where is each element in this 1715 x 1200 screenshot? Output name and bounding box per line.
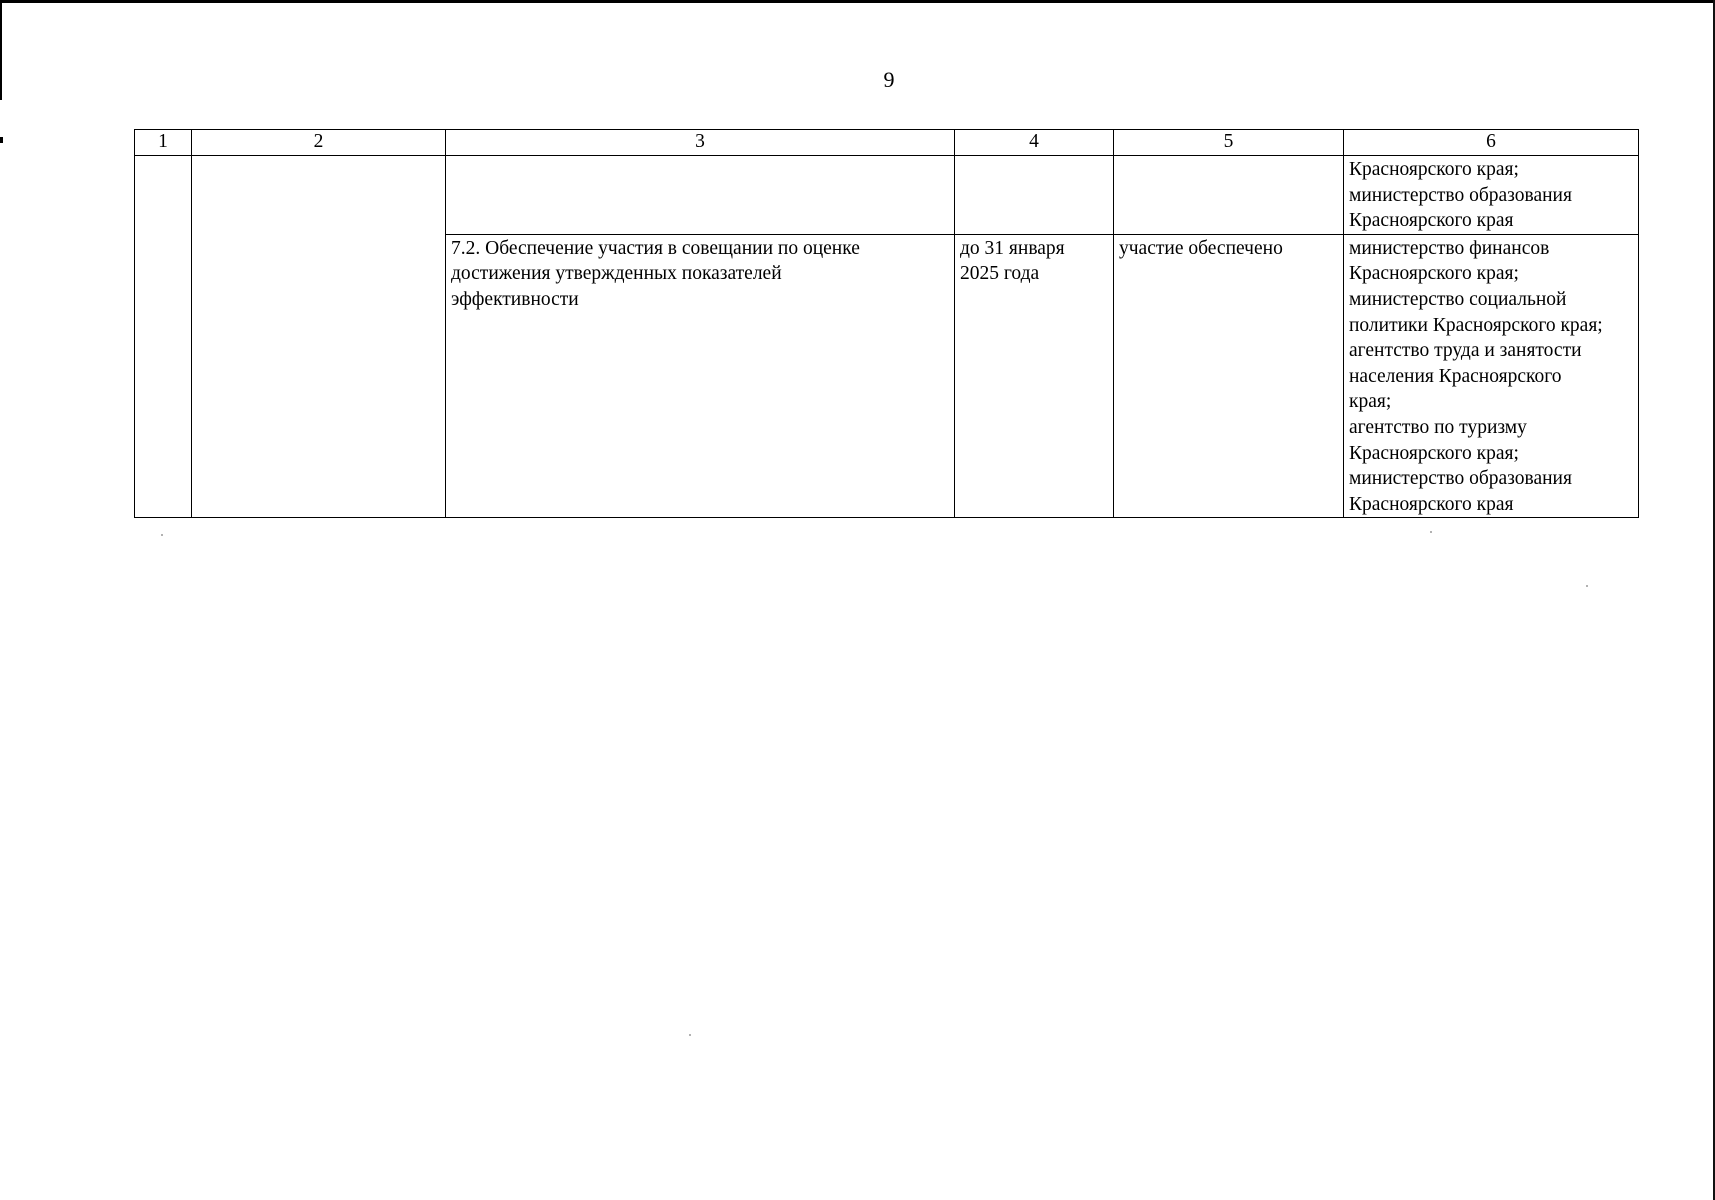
- column-header: 6: [1344, 130, 1639, 156]
- table-cell-col4: до 31 января 2025 года: [955, 234, 1114, 518]
- column-header: 2: [192, 130, 446, 156]
- table-cell-col6: министерство финансов Красноярского края; министерство социальной политики Красноярского края; агентство труда и занятости населения Красноярского края; агентство по туризму Красноярского края; министерство образования Красноярского края: [1344, 234, 1639, 518]
- table-cell-col5: [1114, 156, 1344, 235]
- table-cell-col3: 7.2. Обеспечение участия в совещании по оценке достижения утвержденных показателей эффективности: [446, 234, 955, 518]
- table-row: [135, 156, 1639, 235]
- scan-speck: [161, 534, 163, 536]
- scan-speck: [689, 1034, 691, 1036]
- column-header: 3: [446, 130, 955, 156]
- scan-edge-mark: [0, 137, 3, 143]
- column-header: 5: [1114, 130, 1344, 156]
- table-cell-col6: Красноярского края; министерство образования Красноярского края: [1344, 156, 1639, 235]
- table-header-row: [135, 130, 1639, 156]
- table-cell-col5: участие обеспечено: [1114, 234, 1344, 518]
- scan-speck: [1586, 585, 1588, 587]
- scan-speck: [1430, 531, 1432, 533]
- table-cell-col1: [135, 156, 192, 518]
- table-cell-col2: [192, 156, 446, 518]
- table-cell-col4: [955, 156, 1114, 235]
- column-header: 4: [955, 130, 1114, 156]
- scan-edge-top: [0, 0, 1715, 3]
- table-cell-col3: [446, 156, 955, 235]
- column-header: 1: [135, 130, 192, 156]
- page-number: 9: [883, 67, 895, 92]
- document-table: [134, 129, 1639, 518]
